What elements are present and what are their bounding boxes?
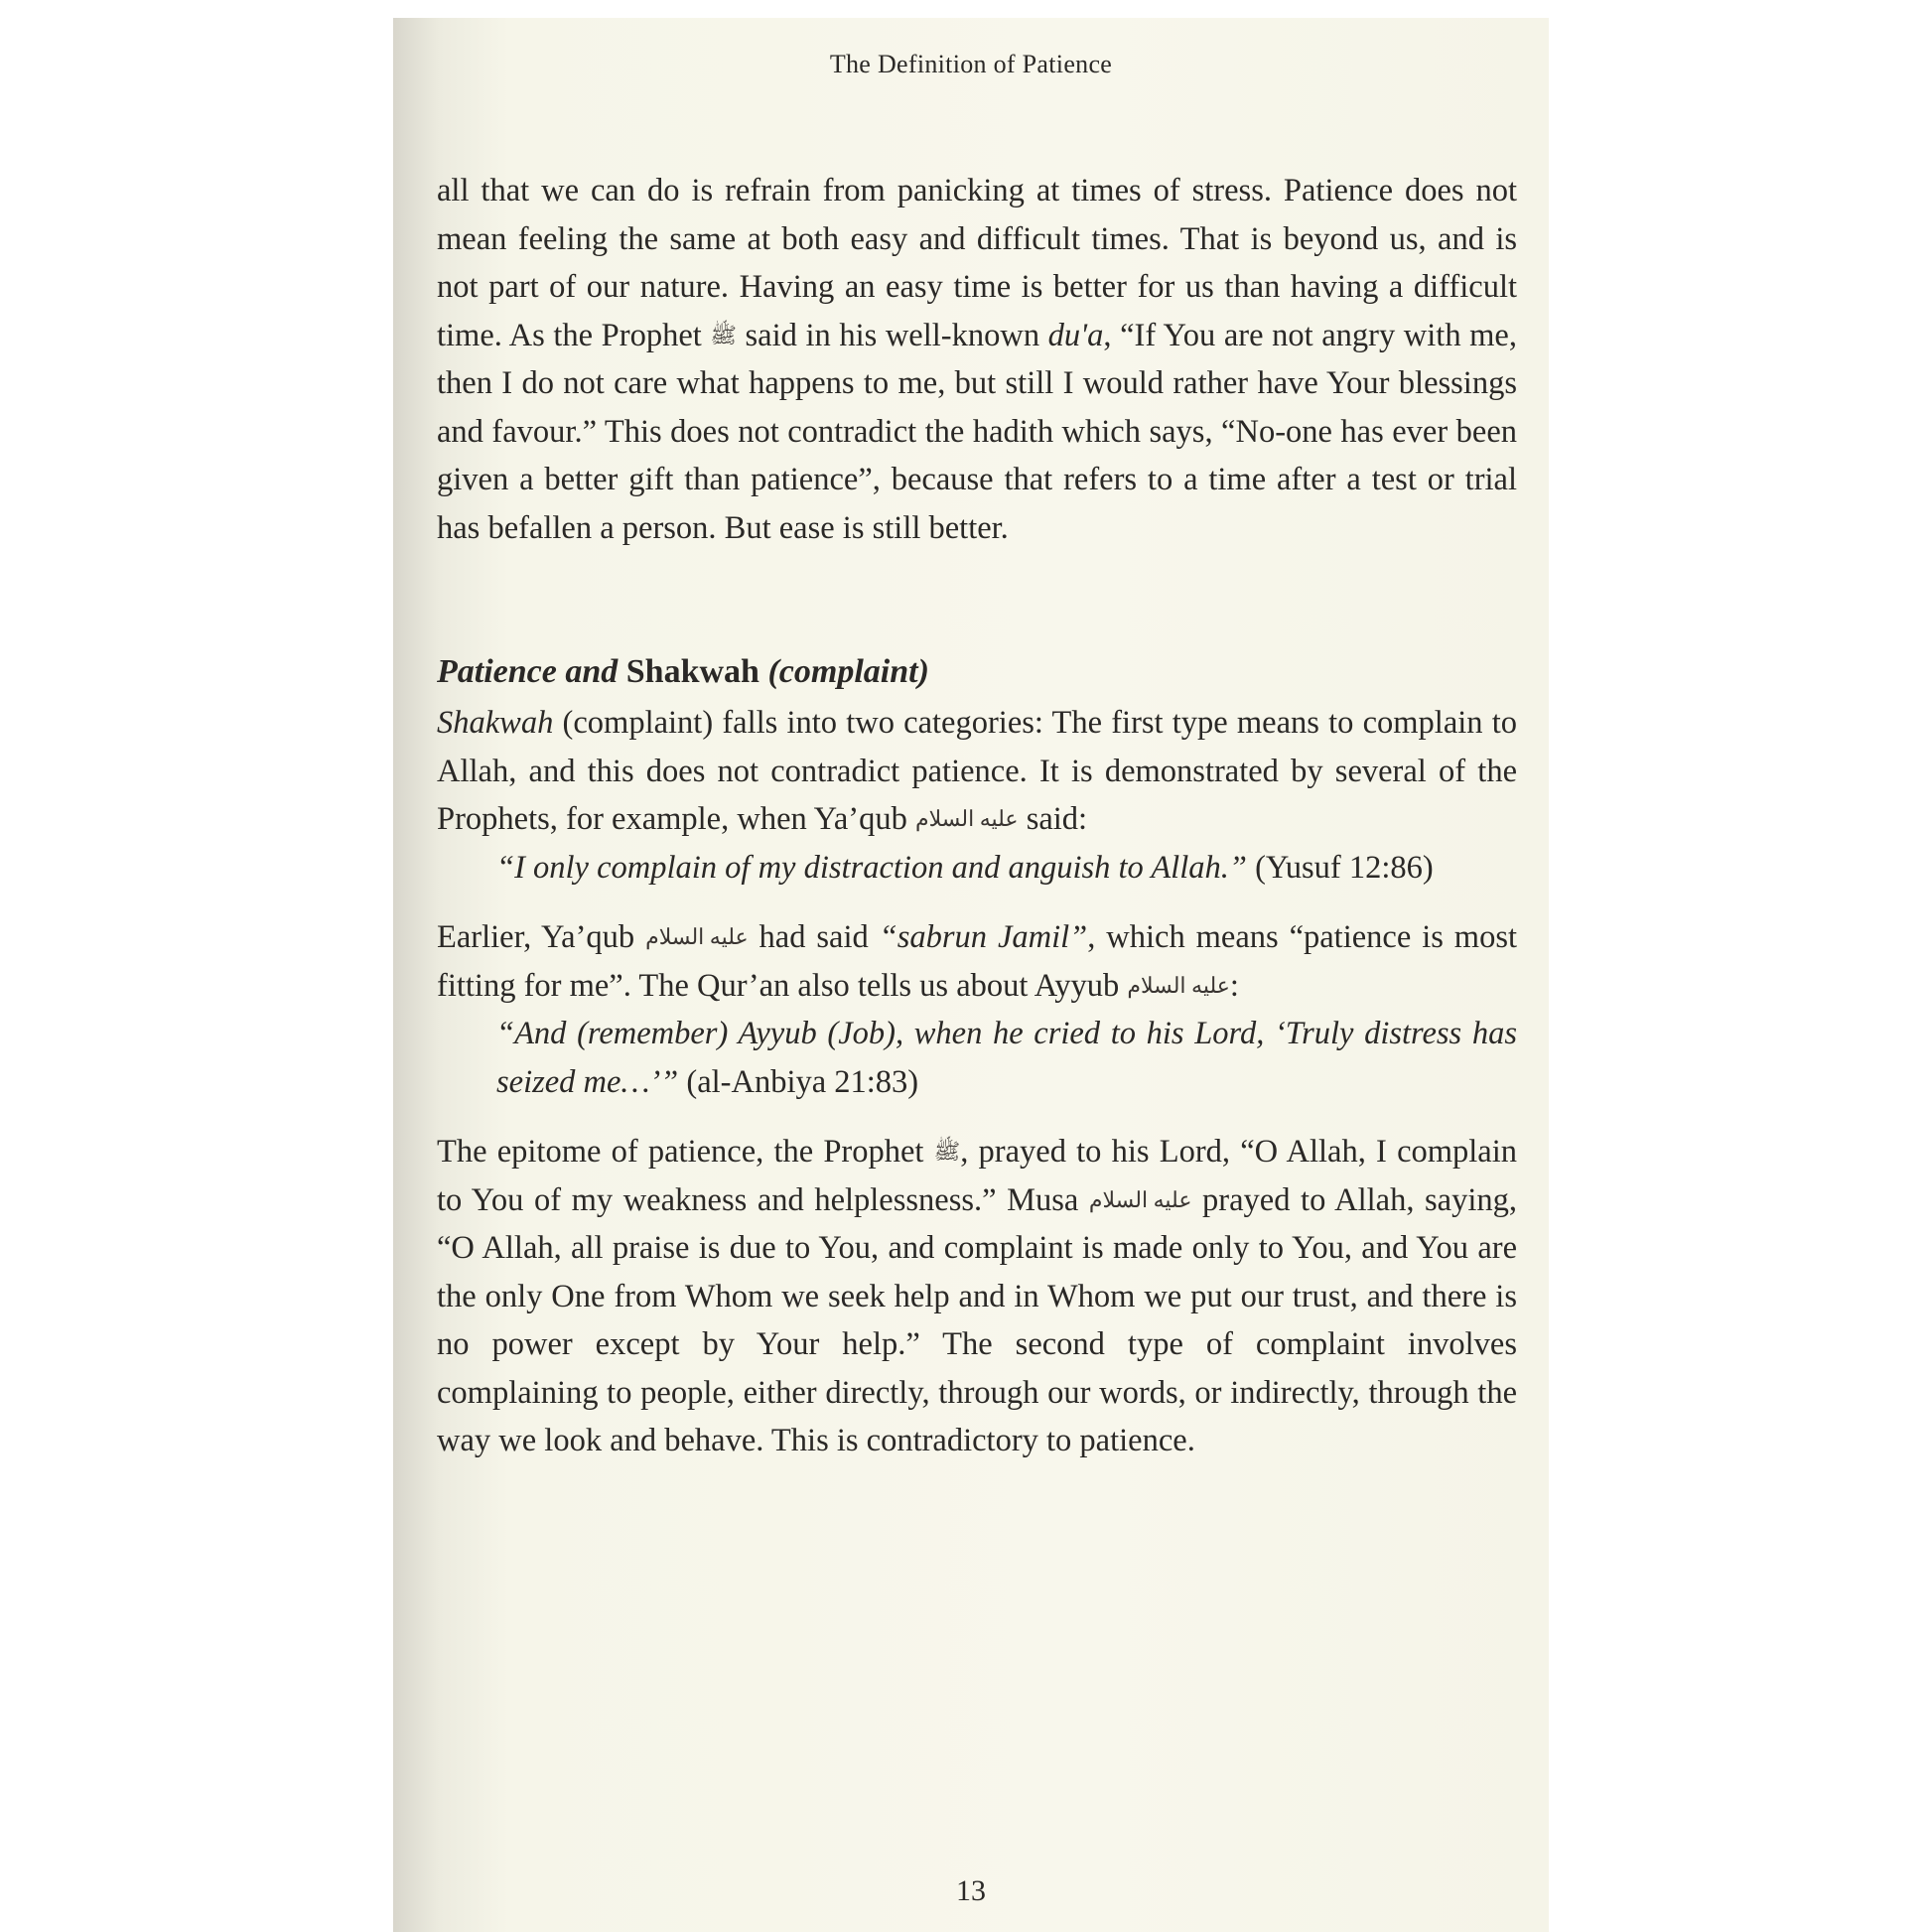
body-text-top [437,167,1517,552]
paragraph-3 [437,913,1517,1010]
section-heading [437,649,929,695]
p1-part-b: said in his well-known [736,317,1048,353]
p3-part-a: Earlier, Ya’qub [437,919,646,955]
p4-part-b: , prayed to his Lord, “O Allah, I complain to You of my weakness and helplessness.” Musa [437,1134,1518,1218]
honorific-symbol: عليه السلام [645,924,749,949]
p1-part-c: , “If You are not angry with me, then I do not care what happens to me, but still I would rather have Your blessings and favour.” This does not contradict the hadith which says, “No-one has ever been given a better gift than patience”, because that refers to a time after a test or trial has befallen a person. But ease is still better. [437,317,1517,546]
quote-2-text: “And (remember) Ayyub (Job), when he cried to his Lord, ‘Truly distress has seized me…’” [496,1016,1517,1100]
p4-part-a: The epitome of patience, the Prophet [437,1134,934,1170]
p3-part-c: , which means “patience is most fitting for me”. The Qur’an also tells us about Ayyub [437,919,1517,1004]
term-sabrun-jamil: “sabrun Jamil” [879,919,1088,955]
quote-1-text: “I only complain of my distraction and anguish to Allah.” [496,849,1247,886]
spacer [437,892,1517,913]
honorific-symbol: ﷺ [933,1139,961,1164]
term-duaa: du'a [1047,317,1104,353]
term-shakwah: Shakwah [437,705,554,741]
honorific-symbol: عليه السلام [915,806,1019,831]
quote-2-ref: (al-Anbiya 21:83) [678,1063,919,1100]
honorific-symbol: ﷺ [710,322,737,347]
book-page [393,18,1549,1932]
p4-part-c: prayed to Allah, saying, “O Allah, all praise is due to You, and complaint is made only to You, and You are the only One from Whom we seek help and in Whom we put our trust, and there is no power except by Your help.” The second type of complaint involves complaining to people, either directly, through our words, or indirectly, through the way we look and behave. This is contradictory to patience. [437,1181,1517,1458]
honorific-symbol: عليه السلام [1127,972,1230,998]
p3-part-b: had said [748,919,880,955]
quote-1-ref: (Yusuf 12:86) [1246,849,1434,886]
p2-part-a: (complaint) falls into two categories: The first type means to complain to Allah, and this does not contradict patience. It is demonstrated by several of the Prophets, for example, when Ya’qub [437,705,1517,837]
heading-part-1: Patience and [437,653,626,690]
quote-anbiya [437,1010,1517,1106]
quote-yusuf [437,844,1517,893]
running-head: The Definition of Patience [829,50,1113,78]
page-number: 13 [956,1874,986,1907]
paragraph-4 [437,1128,1517,1465]
paragraph-1 [437,167,1517,552]
body-text-bottom [437,699,1517,1465]
p2-part-b: said: [1018,801,1088,837]
p1-part-a: all that we can do is refrain from panicking at times of stress. Patience does not mean feeling the same at both easy and difficult times. That is beyond us, and is not part of our nature. Having an easy time is better for us than having a difficult time. As the Prophet [437,173,1517,353]
spacer [437,1106,1517,1128]
p3-part-d: : [1229,967,1239,1004]
heading-part-3: (complaint) [767,653,929,690]
heading-part-2: Shakwah [625,653,768,690]
paragraph-2 [437,699,1517,844]
honorific-symbol: عليه السلام [1088,1186,1192,1212]
